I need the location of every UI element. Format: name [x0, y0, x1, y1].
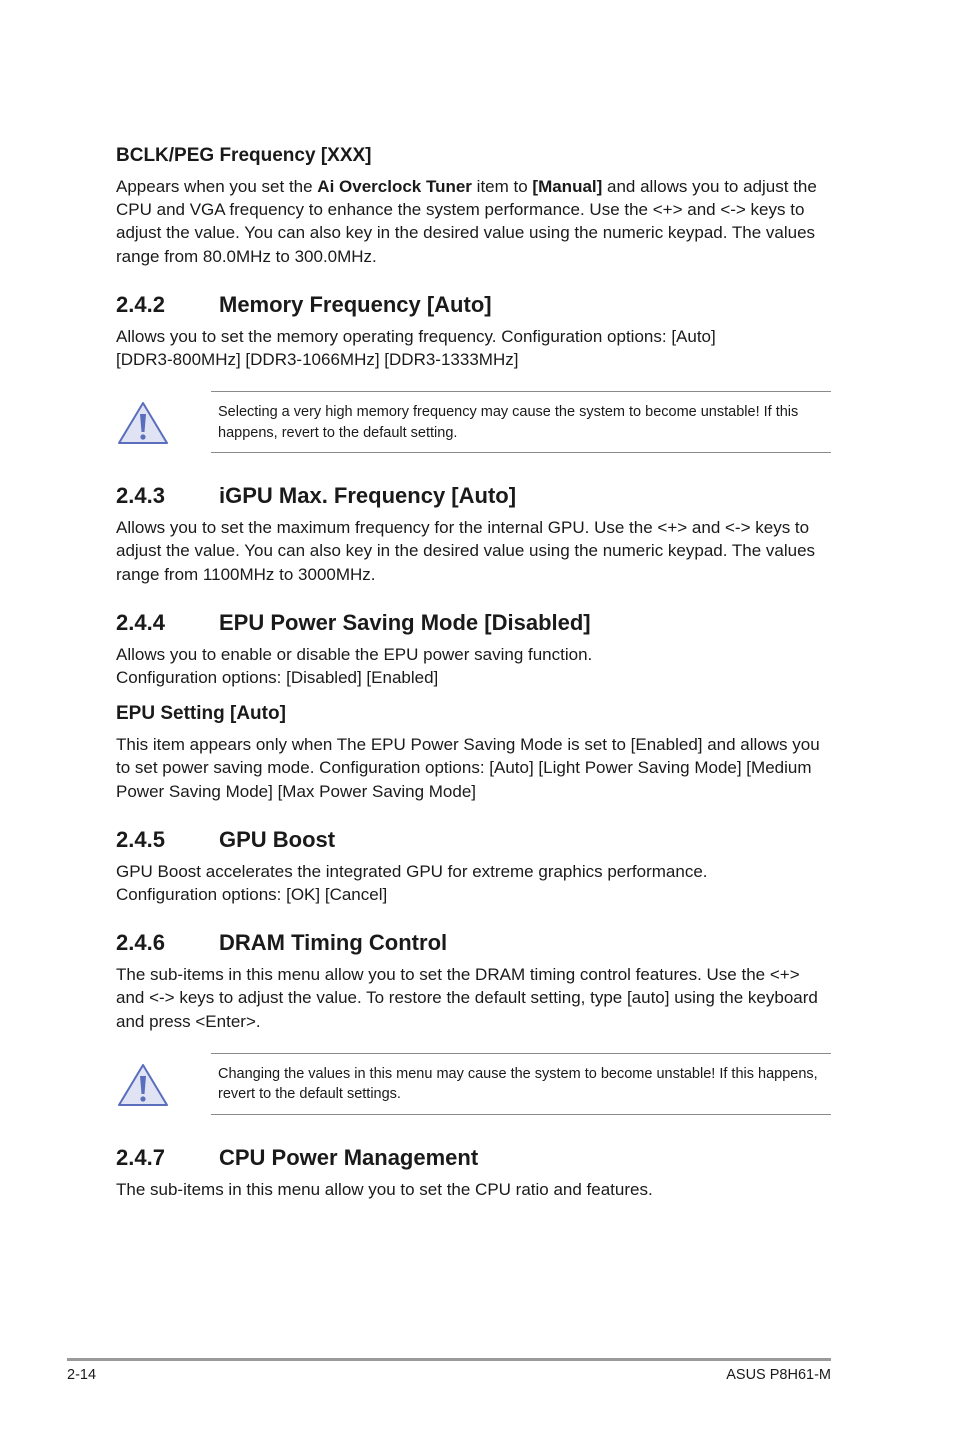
warning-triangle-icon — [116, 1062, 170, 1108]
section-title: iGPU Max. Frequency [Auto] — [219, 483, 517, 509]
section-title: Memory Frequency [Auto] — [219, 291, 492, 317]
section-title: CPU Power Management — [219, 1144, 479, 1170]
warning-note-text: Selecting a very high memory frequency may cause the system to become unstable! If this happens, revert to the default setting. — [218, 404, 799, 441]
warning-note-memory — [211, 391, 831, 453]
igpu-frequency-description: Allows you to set the maximum frequency for the internal GPU. Use the <+> and <-> keys to adjust the value. You can also key in the desired value using the numeric keypad. The values range from 1100MHz to 3000MHz. — [116, 518, 816, 584]
section-title: EPU Power Saving Mode [Disabled] — [219, 609, 591, 635]
section-title: GPU Boost — [219, 826, 336, 852]
section-number: 2.4.7 — [116, 1144, 165, 1170]
epu-line-2: Configuration options: [Disabled] [Enabled] — [116, 668, 439, 688]
section-heading-dram-timing — [116, 928, 832, 958]
epu-setting-heading: EPU Setting [Auto] — [116, 703, 286, 725]
section-number: 2.4.5 — [116, 826, 165, 852]
epu-setting-description: This item appears only when The EPU Power Saving Mode is set to [Enabled] and allows you to set power saving mode. Configuration options: [Auto] [Light Power Saving Mode] [Medium Power Saving Mode] [Max Power Saving Mode] — [116, 735, 820, 801]
section-heading-epu-power-saving — [116, 608, 832, 638]
cpu-power-description: The sub-items in this menu allow you to set the CPU ratio and features. — [116, 1179, 653, 1199]
epu-line-1: Allows you to enable or disable the EPU power saving function. — [116, 644, 593, 664]
section-number: 2.4.2 — [116, 291, 165, 317]
gpu-boost-line-2: Configuration options: [OK] [Cancel] — [116, 885, 388, 905]
section-title: DRAM Timing Control — [219, 930, 448, 956]
bclk-description: Appears when you set the Ai Overclock Tuner item to [Manual] and allows you to adjust the CPU and VGA frequency to enhance the system performance. Use the <+> and <-> keys to adjust the value. You can also key in the desired value using the numeric keypad. The values range from 80.0MHz to 300.0MHz. — [116, 177, 817, 266]
gpu-boost-line-1: GPU Boost accelerates the integrated GPU for extreme graphics performance. — [116, 861, 708, 881]
section-heading-cpu-power — [116, 1143, 832, 1173]
memory-frequency-line-1: Allows you to set the memory operating frequency. Configuration options: [Auto] — [116, 326, 716, 346]
bclk-heading: BCLK/PEG Frequency [XXX] — [116, 145, 372, 166]
section-number: 2.4.6 — [116, 930, 165, 956]
warning-triangle-icon — [116, 400, 170, 446]
section-heading-memory-frequency — [116, 290, 832, 320]
page-content — [116, 143, 832, 1201]
warning-note-text: Changing the values in this menu may cause the system to become unstable! If this happens, revert to the default settings. — [218, 1065, 818, 1103]
section-number: 2.4.4 — [116, 609, 165, 635]
dram-timing-description: The sub-items in this menu allow you to set the DRAM timing control features. Use the <+> and <-> keys to adjust the value. To restore the default setting, type [auto] using the keyboard and press <Enter>. — [116, 965, 818, 1031]
product-name: ASUS P8H61-M — [726, 1367, 831, 1383]
memory-frequency-line-2: [DDR3-800MHz] [DDR3-1066MHz] [DDR3-1333MHz] — [116, 350, 519, 370]
page-number: 2-14 — [67, 1367, 97, 1383]
warning-note-dram — [211, 1053, 831, 1115]
section-heading-igpu-frequency — [116, 481, 832, 511]
footer-rule — [67, 1358, 831, 1361]
section-heading-gpu-boost — [116, 825, 832, 855]
section-number: 2.4.3 — [116, 483, 165, 509]
